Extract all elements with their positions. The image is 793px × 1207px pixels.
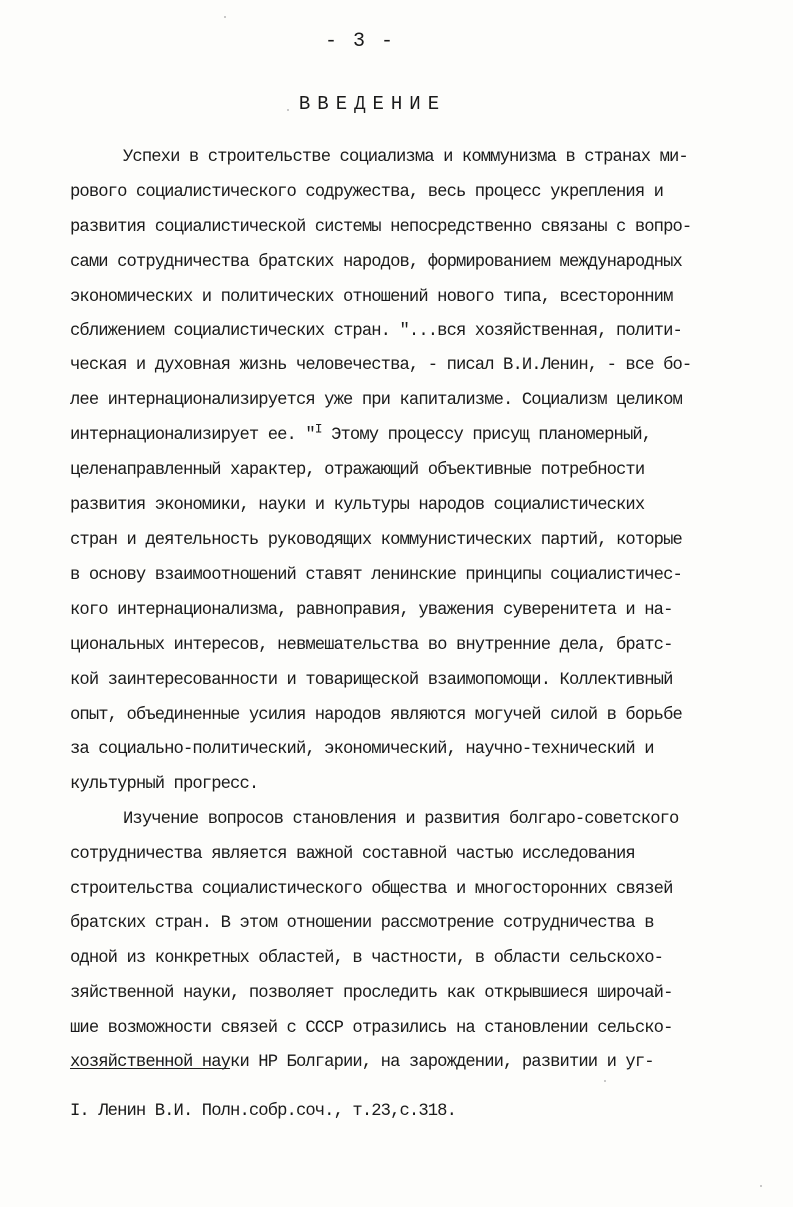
text-line: развития социалистической системы непосредственно связаны с вопро- [70, 218, 692, 237]
scan-speck [604, 1080, 606, 1082]
page-number: - 3 - [324, 30, 395, 53]
text-line: Успехи в строительстве социализма и коммунизма в странах ми- [123, 148, 688, 167]
text-line: циональных интересов, невмешательства во внутренние дела, братс- [70, 636, 673, 655]
text-line: за социально-политический, экономический, научно-технический и [70, 740, 654, 759]
text-line: развития экономики, науки и культуры народов социалистических [70, 496, 645, 515]
text-fragment: Этому процессу присущ планомерный, [321, 426, 652, 445]
footnote-divider [70, 1068, 230, 1069]
text-line: братских стран. В этом отношении рассмотрение сотрудничества в [70, 914, 654, 933]
scan-speck [224, 16, 226, 18]
text-line: культурный прогресс. [70, 775, 259, 794]
scan-speck [287, 109, 289, 111]
text-line: рового социалистического содружества, весь процесс укрепления и [70, 183, 664, 202]
text-line [70, 421, 652, 446]
text-line: в основу взаимоотношений ставят ленинские принципы социалистичес- [70, 566, 682, 585]
footnote: I. Ленин В.И. Полн.собр.соч., т.23,с.318. [70, 1102, 456, 1121]
text-line: сближением социалистических стран. "...вся хозяйственная, полити- [70, 322, 682, 341]
text-line: строительства социалистического общества и многосторонних связей [70, 880, 673, 899]
text-line: сотрудничества является важной составной частью исследования [70, 845, 635, 864]
text-line: опыт, объединенные усилия народов являются могучей силой в борьбе [70, 706, 682, 725]
text-line: целенаправленный характер, отражающий объективные потребности [70, 461, 645, 480]
scan-speck [760, 1185, 762, 1187]
text-line: зяйственной науки, позволяет проследить как открывшиеся широчай- [70, 984, 673, 1003]
text-fragment: интернационализирует ее. " [70, 426, 315, 445]
text-line: хозяйственной науки НР Болгарии, на зарождении, развитии и уг- [70, 1053, 654, 1072]
text-line: стран и деятельность руководящих коммунистических партий, которые [70, 531, 682, 550]
text-line: сами сотрудничества братских народов, формированием международных [70, 253, 682, 272]
text-line: одной из конкретных областей, в частности, в области сельскохо- [70, 949, 664, 968]
text-line: шие возможности связей с СССР отразились на становлении сельско- [70, 1019, 673, 1038]
text-line: кого интернационализма, равноправия, уважения суверенитета и на- [70, 601, 673, 620]
text-line: ческая и духовная жизнь человечества, - писал В.И.Ленин, - все бо- [70, 356, 692, 375]
text-line: кой заинтересованности и товарищеской взаимопомощи. Коллективный [70, 671, 673, 690]
text-line: экономических и политических отношений нового типа, всесторонним [70, 288, 673, 307]
section-heading: ВВЕДЕНИЕ [298, 93, 447, 115]
text-line: лее интернационализируется уже при капитализме. Социализм целиком [70, 391, 682, 410]
footnote-marker: I [314, 421, 322, 437]
text-line: Изучение вопросов становления и развития болгаро-советского [123, 810, 679, 829]
